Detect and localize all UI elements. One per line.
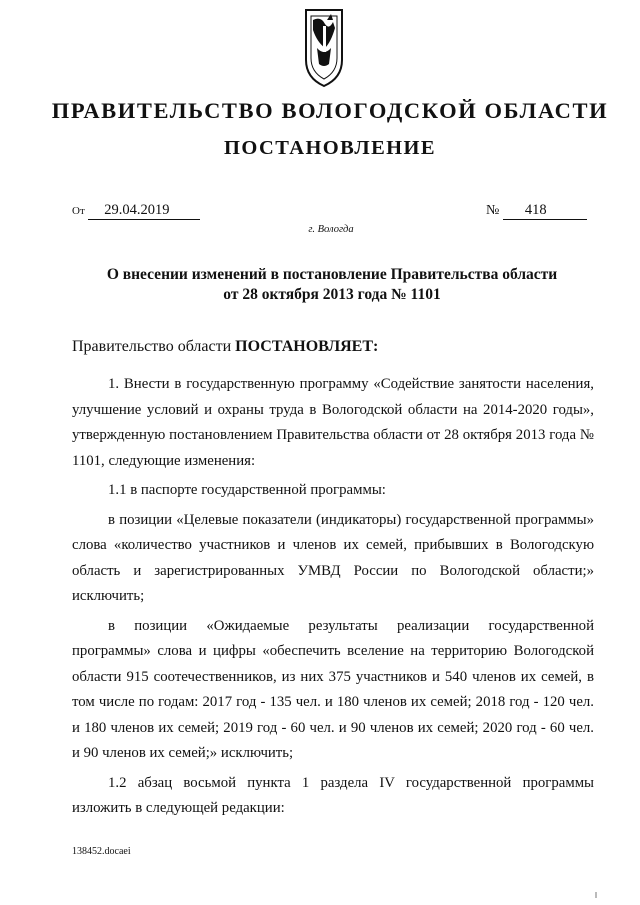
heading-line-1: О внесении изменений в постановление Правительства области — [106, 266, 558, 283]
file-name-footer: 138452.docaei — [72, 846, 131, 857]
organization-title: ПРАВИТЕЛЬСТВО ВОЛОГОДСКОЙ ОБЛАСТИ — [51, 98, 609, 123]
heading-line-2: от 28 октября 2013 года № 1101 — [223, 286, 441, 303]
date-field — [72, 202, 200, 220]
scan-mark — [595, 892, 597, 898]
intro-statement — [72, 338, 378, 356]
intro-text: Правительство области — [72, 338, 236, 355]
intro-bold: ПОСТАНОВЛЯЕТ: — [235, 338, 379, 355]
paragraph: 1.1 в паспорте государственной программы: — [108, 482, 386, 498]
paragraph: в позиции «Целевые показатели (индикаторы) государственной программы» слова «количество участников и членов их семей, прибывших в Вологодскую область и зарегистрированных УМВД России по Вологодской области;» исключить; — [72, 511, 594, 604]
document-heading — [72, 265, 592, 305]
city-label: г. Вологда — [308, 224, 354, 235]
coat-of-arms-icon — [303, 8, 345, 88]
number-value: 418 — [503, 202, 587, 220]
document-body — [72, 372, 594, 826]
paragraph: 1.2 абзац восьмой пункта 1 раздела IV государственной программы изложить в следующей редакции: — [72, 774, 594, 816]
date-label: От — [72, 205, 85, 217]
document-type-title: ПОСТАНОВЛЕНИЕ — [224, 137, 436, 159]
date-value: 29.04.2019 — [88, 202, 199, 220]
paragraph: 1. Внести в государственную программу «Содействие занятости населения, улучшение условий и охраны труда в Вологодской области на 2014-2020 годы», утвержденную постановлением Правительства области от 28 октября 2013 года № 1101, следующие изменения: — [72, 376, 594, 469]
number-label: № — [486, 203, 500, 218]
paragraph: в позиции «Ожидаемые результаты реализации государственной программы» слова и цифры «обеспечить вселение на территорию Вологодской области 915 соотечественников, из них 375 участников и 540 членов их семей, в том числе по годам: 2017 год - 135 чел. и 180 членов их семей; 2018 год - 120 чел. и 180 членов их семей; 2019 год - 60 чел. и 90 членов их семей; 2020 год - 60 чел. и 90 членов их семей;» исключить; — [72, 617, 594, 761]
number-field — [486, 202, 587, 220]
